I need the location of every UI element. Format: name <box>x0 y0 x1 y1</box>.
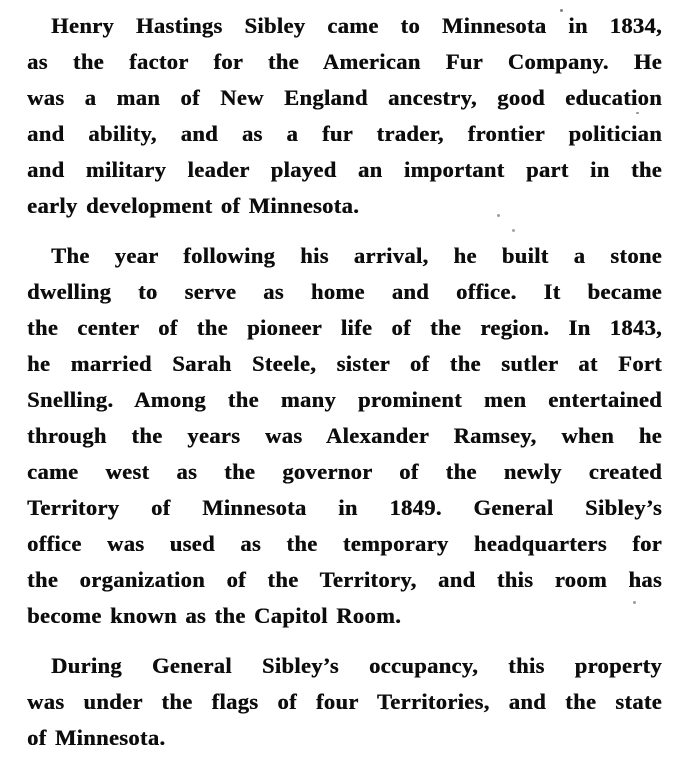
text-line: and military leader played an important part in the <box>27 157 662 182</box>
text-line: came west as the governor of the newly created <box>27 459 662 484</box>
text-line: dwelling to serve as home and office. It became <box>27 279 662 304</box>
text-line: Snelling. Among the many prominent men entertained <box>27 387 662 412</box>
text-line: During General Sibley’s occupancy, this property <box>51 653 662 678</box>
text-line: as the factor for the American Fur Company. He <box>27 49 662 74</box>
text-line: through the years was Alexander Ramsey, when he <box>27 423 662 448</box>
text-line: Territory of Minnesota in 1849. General Sibley’s <box>27 495 662 520</box>
text-line: was a man of New England ancestry, good education <box>27 85 662 110</box>
text-line: was under the flags of four Territories, and the state <box>27 689 662 714</box>
text-line: office was used as the temporary headquarters for <box>27 531 662 556</box>
paragraph <box>27 8 662 224</box>
scan-speck <box>385 708 388 710</box>
text-line: the organization of the Territory, and this room has <box>27 567 662 592</box>
paragraph <box>27 648 662 756</box>
scan-speck <box>560 9 563 12</box>
text-line: Henry Hastings Sibley came to Minnesota in 1834, <box>51 13 662 38</box>
text-line: become known as the Capitol Room. <box>27 603 402 628</box>
scan-speck <box>636 112 639 114</box>
scan-speck <box>512 229 515 232</box>
text-line: early development of Minnesota. <box>27 193 360 218</box>
scan-speck <box>633 601 636 604</box>
text-line: and ability, and as a fur trader, frontier politician <box>27 121 662 146</box>
text-line: of Minnesota. <box>27 725 166 750</box>
text-line: he married Sarah Steele, sister of the sutler at Fort <box>27 351 662 376</box>
text-line: The year following his arrival, he built a stone <box>51 243 662 268</box>
paragraph <box>27 238 662 634</box>
document-text <box>27 8 662 756</box>
text-line: the center of the pioneer life of the region. In 1843, <box>27 315 662 340</box>
scan-speck <box>497 214 500 217</box>
